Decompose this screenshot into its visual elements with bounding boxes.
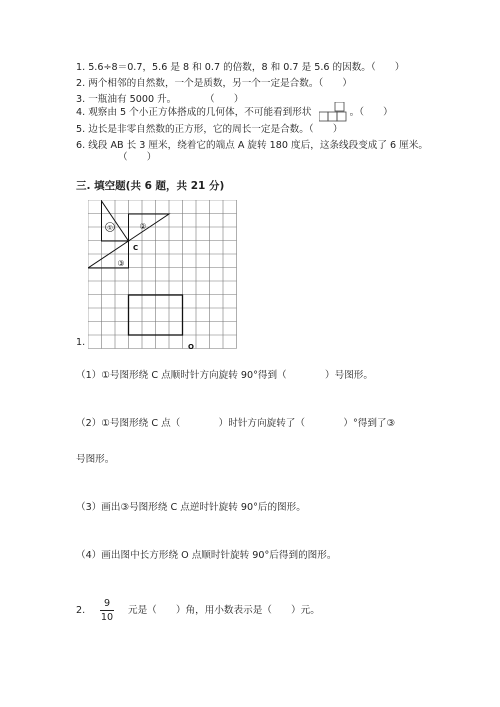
fraction-bar [100, 610, 114, 611]
q1-part-3: （3）画出③号图形绕 C 点逆时针旋转 90°后的图形。 [76, 502, 306, 513]
fraction-nine-tenths [100, 598, 114, 623]
judge-item-4-answer: 。（ ） [349, 107, 393, 118]
judge-item-3: 3. 一瓶油有 5000 升。 （ ） [76, 94, 244, 105]
view-shape-icon [319, 102, 347, 122]
fraction-numerator: 9 [103, 598, 111, 609]
rotation-grid-figure [88, 200, 240, 354]
label-shape-2: ② [139, 222, 147, 231]
q1-part-2: （2）①号图形绕 C 点（ ）时针方向旋转了（ ）°得到了③ [76, 418, 396, 429]
label-shape-3: ③ [117, 259, 125, 268]
question-1-number: 1. [76, 337, 86, 348]
judge-item-1: 1. 5.6÷8＝0.7，5.6 是 8 和 0.7 的倍数，8 和 0.7 是 5.6 的因数。（ ） [76, 62, 405, 73]
triangle-shape-2 [129, 214, 170, 241]
q1-part-2-cont: 号图形。 [76, 454, 115, 465]
judge-item-5: 5. 边长是非零自然数的正方形，它的周长一定是合数。（ ） [76, 124, 343, 135]
judge-item-6: 6. 线段 AB 长 3 厘米，绕着它的端点 A 旋转 180 度后，这条线段变成了 6 厘米。 [76, 140, 428, 151]
question-2-text: 元是（ ）角，用小数表示是（ ）元。 [128, 605, 320, 616]
q1-part-4: （4）画出图中长方形绕 O 点顺时针旋转 90°后得到的图形。 [76, 550, 337, 561]
fraction-denominator: 10 [100, 612, 114, 623]
question-2-number: 2. [76, 605, 86, 616]
judge-item-4 [76, 102, 393, 122]
label-shape-1: ① [107, 224, 113, 232]
section-heading: 三. 填空题(共 6 题，共 21 分) [76, 180, 225, 192]
q1-part-1: （1）①号图形绕 C 点顺时针方向旋转 90°得到（ ）号图形。 [76, 370, 373, 381]
judge-item-6-answer: （ ） [118, 152, 157, 163]
label-point-c: C [133, 244, 139, 252]
judge-item-4-text: 4. 观察由 5 个小正方体搭成的几何体，不可能看到形状 [76, 107, 312, 118]
judge-item-2: 2. 两个相邻的自然数，一个是质数，另一个一定是合数。（ ） [76, 78, 353, 89]
label-point-o: O [188, 343, 194, 351]
